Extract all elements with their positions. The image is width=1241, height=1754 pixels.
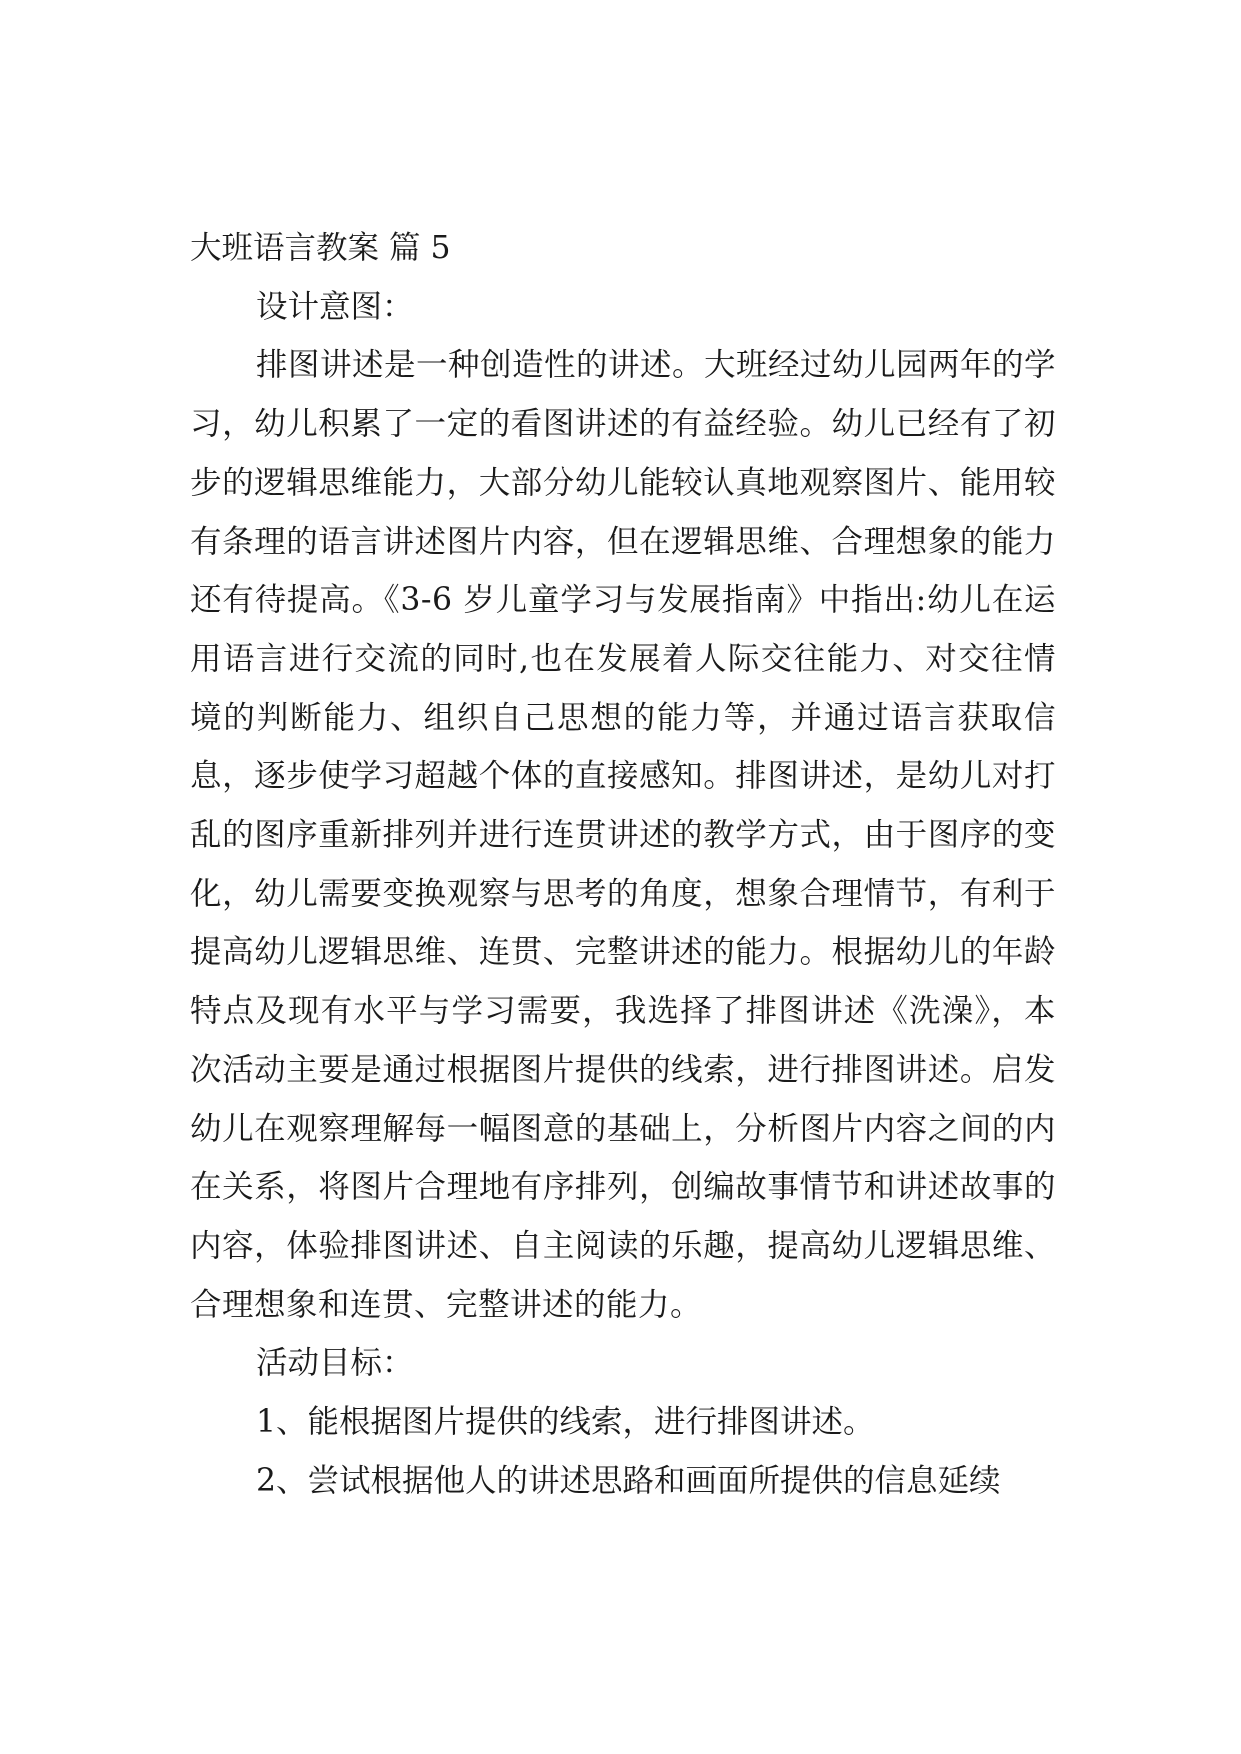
activity-goal-2: 2、尝试根据他人的讲述思路和画面所提供的信息延续 [256,1462,1001,1499]
activity-goal-1: 1、能根据图片提供的线索，进行排图讲述。 [256,1404,875,1441]
design-intent-heading: 设计意图： [256,288,414,325]
activity-goals-heading: 活动目标： [256,1345,414,1382]
document-title: 大班语言教案 篇 5 [190,230,451,266]
document-body [190,219,1056,1510]
design-intent-paragraph: 排图讲述是一种创造性的讲述。大班经过幼儿园两年的学习，幼儿积累了一定的看图讲述的有益经验。幼儿已经有了初步的逻辑思维能力，大部分幼儿能较认真地观察图片、能用较有条理的语言讲述图片内容，但在逻辑思维、合理想象的能力还有待提高。《3-6 岁儿童学习与发展指南》中指出:幼儿在运用语言进行交流的同时,也在发展着人际交往能力、对交往情境的判断能力、组织自己思想的能力等，并通过语言获取信息，逐步使学习超越个体的直接感知。排图讲述，是幼儿对打乱的图序重新排列并进行连贯讲述的教学方式，由于图序的变化，幼儿需要变换观察与思考的角度，想象合理情节，有利于提高幼儿逻辑思维、连贯、完整讲述的能力。根据幼儿的年龄特点及现有水平与学习需要，我选择了排图讲述《洗澡》，本次活动主要是通过根据图片提供的线索，进行排图讲述。启发幼儿在观察理解每一幅图意的基础上，分析图片内容之间的内在关系，将图片合理地有序排列，创编故事情节和讲述故事的内容，体验排图讲述、自主阅读的乐趣，提高幼儿逻辑思维、合理想象和连贯、完整讲述的能力。 [190,347,1057,1323]
